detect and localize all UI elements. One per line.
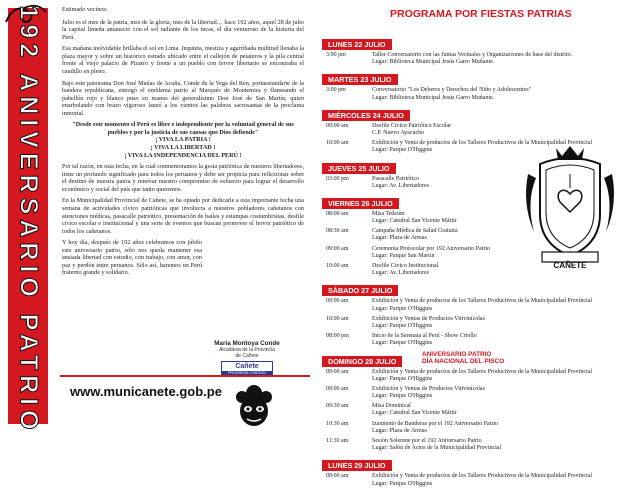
quote-line: ¡ VIVA LA INDEPENDENCIA DEL PERÚ ! <box>124 151 242 159</box>
event-time: 3:00 pm <box>326 87 346 94</box>
event-row <box>322 333 630 347</box>
signer-role: Alcaldesa de la Provincia <box>219 347 275 353</box>
signature-block <box>202 340 292 377</box>
website-link[interactable]: www.municanete.gob.pe <box>70 384 222 399</box>
day-header: MIÉRCOLES 24 JULIO <box>322 110 410 121</box>
letter-paragraph: Por tal razón, en esta fecha, en la cual conmemoramos la gesta patriótica de nuestros libertadores, tiene un profundo significado para todos los peruanos y debe ser propicia para reflexionar sobre el destino de nuestra patria y renovar nuestro compromiso de esfuerzo para lograr el desarrollo económico y social del país que tanto queremos. <box>62 163 304 193</box>
event-row <box>322 123 630 137</box>
letter-paragraph: En la Municipalidad Provincial de Cañete, se ha optado por dedicarle a esta importante fecha una semana de actividades cívico patrióticas que involucra a nuestros pobladores cañetanos con atenciones médicas, pasacalle patriótico, presentación de bailes y estampas costumbristas, desfile cívico escolar e institucional y una serie de eventos que buscan promover el fervor patriótico de todos los cañetanos. <box>62 197 304 235</box>
day-block <box>322 455 630 487</box>
event-place: Lugar: Plaza de Armas <box>372 235 427 242</box>
event-desc: Ceremonia Protocolar por 192 Aniversario Patrio <box>372 245 491 252</box>
event-time: 10:00 am <box>326 315 349 322</box>
event-row <box>322 246 522 260</box>
day-header: LUNES 22 JULIO <box>322 39 392 50</box>
event-time: 09:00 am <box>326 385 349 392</box>
event-row <box>322 211 522 225</box>
event-desc: Exhibición y Ventas de Productos Vitivinícolas <box>372 315 485 322</box>
event-time: 09:00 am <box>326 473 349 480</box>
event-time: 09:00 am <box>326 122 349 129</box>
day-note-line: ANIVERSARIO PATRIO <box>422 350 492 358</box>
event-time: 10:00 am <box>326 263 349 269</box>
event-desc: Misa Dominical <box>372 403 411 410</box>
shield-label: CAÑETE <box>553 261 587 270</box>
event-place: Lugar: Parque O'Higgins <box>372 393 433 400</box>
event-place: Lugar: Parque O'Higgins <box>372 375 433 382</box>
letter <box>62 6 304 346</box>
event-desc: Taller Conversatorio con las Juntas Vecinales y Organizaciones de base del distrito. <box>372 52 572 58</box>
event-place: Lugar: Parque O'Higgins <box>372 480 433 487</box>
event-desc: Exhibición y Venta de productos de los Talleres Productivos de la Municipalidad Provincial <box>372 473 592 480</box>
letter-paragraph: Bajo este panorama Don José Matías de Acuña, Conde de la Vega del Ren, portaestandarte de la bandera republicana, entregó el emblema patrio al Marqués de Montemira y flameando el pabellón rojo y blanco puso en manos del generalísimo Don José de San Martín, quien enarbolando con brazo vigoroso lanzó a los vientos las palabras sacrosantas de la proclama inmortal. <box>62 79 304 117</box>
day-note-line: DÍA NACIONAL DEL PISCO <box>422 357 505 365</box>
event-time: 08:30 am <box>326 228 349 235</box>
logo-text: Cañete <box>235 363 259 370</box>
event-row <box>322 403 630 417</box>
event-place: Lugar: Parque O'Higgins <box>372 340 433 347</box>
event-time: 09:00 am <box>326 298 349 305</box>
logo-tagline: PROGRESA CONTIGO <box>222 371 272 376</box>
event-place: Lugar: Parque O'Higgins <box>372 147 433 154</box>
mask-icon <box>233 383 275 429</box>
day-header: VIERNES 26 JULIO <box>322 198 399 209</box>
letter-paragraph: Y hoy día, después de 192 años celebramos con júbilo este aniversario patrio, sólo nos queda mantener esa ansiada libertad con estudio, con trabajo, con amor, con paz y perdón entre peruanos. Sólo así, haremos un Perú fraterno grande y solidario. <box>62 239 202 277</box>
day-header: SÁBADO 27 JULIO <box>322 285 398 296</box>
event-desc: Misa Tedeum <box>372 210 405 217</box>
quote-line: ¡ VIVA LA LIBERTAD ! <box>150 144 216 151</box>
event-desc: Izamiento de Banderas por el 192 Aniversario Patrio <box>372 420 499 427</box>
event-row <box>322 386 630 400</box>
event-desc: Pasacalle Patriótico <box>372 175 420 182</box>
event-row <box>322 263 522 277</box>
day-note <box>422 351 504 366</box>
quote-line: ¡ VIVA LA PATRIA ! <box>155 136 211 144</box>
event-row <box>322 421 630 435</box>
banner-title: 192 ANIVERSARIO PATRIO <box>14 5 43 435</box>
event-place: Lugar: Plaza de Armas <box>372 427 427 434</box>
event-desc: Conversatorio "Los Deberes y Derechos del Niño y Adolescentes" <box>372 87 532 94</box>
quote-line: "Desde este momento el Perú es libre e independiente por la voluntad general de sus pueblos y por la justicia de sus causas que Dios defiende" <box>72 121 294 136</box>
event-row <box>322 87 630 101</box>
event-place: Lugar: Parque O'Higgins <box>372 322 433 329</box>
day-header: JUEVES 25 JULIO <box>322 163 396 174</box>
event-row <box>322 228 522 242</box>
event-time: 03:00 pm <box>326 175 349 182</box>
day-block <box>322 351 630 453</box>
event-desc: Desfile Cívico Institucional <box>372 263 439 269</box>
event-place: Lugar: Salón de Actos de la Municipalidad Provincial <box>372 445 502 452</box>
event-row <box>322 438 630 452</box>
event-time: 09:00 am <box>326 368 349 375</box>
event-place: Lugar: Biblioteca Municipal Jesús Garro Muñante. <box>372 94 495 101</box>
event-place: Lugar: Catedral San Vicente Mártir <box>372 410 457 417</box>
event-time: 11:30 am <box>326 438 349 444</box>
letter-salute: Estimado vecinos: <box>62 6 108 13</box>
day-header: LUNES 29 JULIO <box>322 460 392 471</box>
event-time: 10:30 am <box>326 420 349 427</box>
event-place: Lugar: Biblioteca Municipal Jesús Garro Muñante. <box>372 59 495 66</box>
event-place: Lugar: Av. Libertadores <box>372 182 429 189</box>
event-desc: Sesión Solemne por el 192 Aniversario Patrio <box>372 438 482 444</box>
event-row <box>322 52 630 66</box>
footer-divider <box>60 375 310 377</box>
event-desc: Exhibición y Venta de productos de los Talleres Productivos de la Municipalidad Provincial <box>372 368 592 375</box>
event-time: 08:00 am <box>326 210 349 217</box>
day-block <box>322 34 630 66</box>
event-place: Lugar: Parque O'Higgins <box>372 305 433 312</box>
event-time: 09:00 am <box>326 245 349 252</box>
event-time: 10:00 am <box>326 140 349 147</box>
signer-name: María Montoya Conde <box>214 340 280 347</box>
program-title: PROGRAMA POR FIESTAS PATRIAS <box>390 8 572 20</box>
event-time: 08:00 pm <box>326 333 349 340</box>
event-row <box>322 473 630 487</box>
day-header: MARTES 23 JULIO <box>322 74 398 85</box>
event-desc: Exhibición y Venta de productos de los Talleres Productivos de la Municipalidad Provincial <box>372 140 592 147</box>
event-time: 3:00 pm <box>326 52 346 58</box>
coat-of-arms-icon <box>520 144 620 270</box>
event-desc: Desfile Cívico Patriótico Escolar <box>372 122 452 129</box>
event-row <box>322 316 630 330</box>
event-place: Lugar: Parque San Martín <box>372 252 435 259</box>
event-row <box>322 298 630 312</box>
signer-role: de Cañete <box>235 353 259 359</box>
event-desc: Exhibición y Ventas de Productos Vitivinícolas <box>372 385 485 392</box>
event-row <box>322 369 630 383</box>
letter-quote <box>62 121 304 159</box>
day-block <box>322 69 630 101</box>
day-header: DOMINGO 28 JULIO <box>322 356 402 367</box>
event-time: 09:30 am <box>326 403 349 410</box>
event-desc: Campaña Médica de Salud Gratuita <box>372 228 458 235</box>
letter-paragraph: Julio es el mes de la patria, mes de la gloria, mes de la libertad… hace 192 años, aquel 28 de julio la capital limeña amaneció con el sol radiante de los incas, el día venturoso de la historia del Perú. <box>62 18 304 41</box>
event-desc: Exhibición y Venta de productos de los Talleres Productivos de la Municipalidad Provincial <box>372 298 592 305</box>
event-place: Lugar: Av. Libertadores <box>372 270 429 277</box>
event-place: C.P. Nuevo Ayacucho <box>372 129 425 136</box>
event-desc: Inicio de la Serenata al Perú - Show Criollo <box>372 333 477 340</box>
day-block <box>322 280 630 347</box>
event-place: Lugar: Catedral San Vicente Mártir <box>372 218 457 225</box>
letter-paragraph: Esa mañana inolvidable brillaba el sol en Lima. Inquieta, mestiza y agarrihada multitud llenaba la plaza mayor y sobre un histórico estrado ubicado entre el callejón de petateros y la pila central frente al viejo palacio de Pizarro y frente a un pueblo con fervor libertario se encontraba el caudillo en pleno. <box>62 45 304 75</box>
